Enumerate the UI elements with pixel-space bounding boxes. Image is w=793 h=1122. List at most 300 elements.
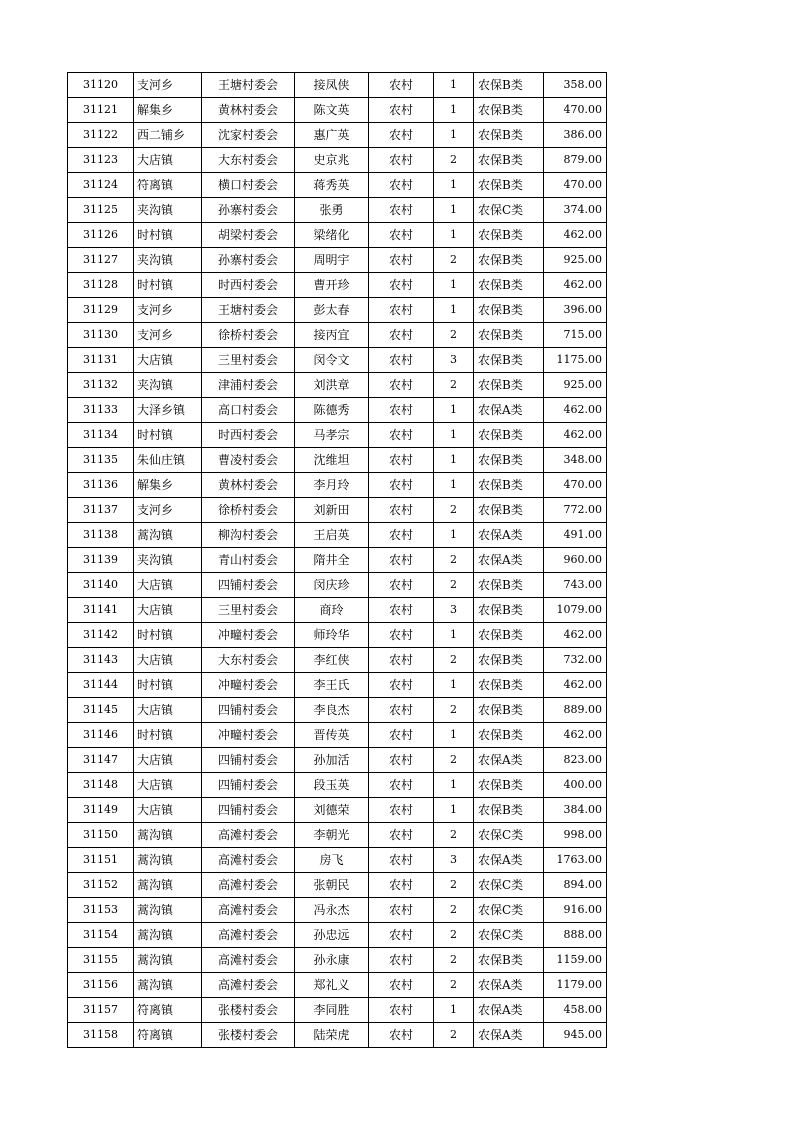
insurance-category-cell: 农保B类 bbox=[474, 223, 544, 248]
amount-cell: 462.00 bbox=[544, 423, 607, 448]
record-id-cell: 31122 bbox=[68, 123, 134, 148]
township-cell: 大店镇 bbox=[134, 573, 202, 598]
insurance-category-cell: 农保B类 bbox=[474, 723, 544, 748]
amount-cell: 470.00 bbox=[544, 98, 607, 123]
table-row bbox=[68, 498, 607, 523]
area-type-cell: 农村 bbox=[369, 598, 434, 623]
record-id-cell: 31151 bbox=[68, 848, 134, 873]
insurance-category-cell: 农保B类 bbox=[474, 148, 544, 173]
record-id-cell: 31123 bbox=[68, 148, 134, 173]
township-cell: 蒿沟镇 bbox=[134, 923, 202, 948]
township-cell: 支河乡 bbox=[134, 323, 202, 348]
record-id-cell: 31133 bbox=[68, 398, 134, 423]
insurance-category-cell: 农保B类 bbox=[474, 648, 544, 673]
township-cell: 大店镇 bbox=[134, 148, 202, 173]
person-name-cell: 周明宇 bbox=[295, 248, 369, 273]
household-size-cell: 2 bbox=[434, 573, 474, 598]
table-row bbox=[68, 298, 607, 323]
record-id-cell: 31137 bbox=[68, 498, 134, 523]
person-name-cell: 陈德秀 bbox=[295, 398, 369, 423]
insurance-category-cell: 农保B类 bbox=[474, 498, 544, 523]
area-type-cell: 农村 bbox=[369, 148, 434, 173]
person-name-cell: 李同胜 bbox=[295, 998, 369, 1023]
record-id-cell: 31121 bbox=[68, 98, 134, 123]
table-row bbox=[68, 598, 607, 623]
amount-cell: 384.00 bbox=[544, 798, 607, 823]
amount-cell: 879.00 bbox=[544, 148, 607, 173]
person-name-cell: 隋井全 bbox=[295, 548, 369, 573]
table-row bbox=[68, 423, 607, 448]
area-type-cell: 农村 bbox=[369, 773, 434, 798]
insurance-category-cell: 农保A类 bbox=[474, 973, 544, 998]
record-id-cell: 31135 bbox=[68, 448, 134, 473]
village-committee-cell: 冲疃村委会 bbox=[202, 723, 295, 748]
insurance-category-cell: 农保B类 bbox=[474, 473, 544, 498]
township-cell: 夹沟镇 bbox=[134, 373, 202, 398]
area-type-cell: 农村 bbox=[369, 223, 434, 248]
person-name-cell: 刘洪章 bbox=[295, 373, 369, 398]
insurance-category-cell: 农保A类 bbox=[474, 548, 544, 573]
record-id-cell: 31140 bbox=[68, 573, 134, 598]
person-name-cell: 曹开珍 bbox=[295, 273, 369, 298]
insurance-category-cell: 农保B类 bbox=[474, 573, 544, 598]
insurance-category-cell: 农保B类 bbox=[474, 323, 544, 348]
area-type-cell: 农村 bbox=[369, 448, 434, 473]
village-committee-cell: 高滩村委会 bbox=[202, 823, 295, 848]
township-cell: 大店镇 bbox=[134, 598, 202, 623]
amount-cell: 1079.00 bbox=[544, 598, 607, 623]
area-type-cell: 农村 bbox=[369, 673, 434, 698]
record-id-cell: 31158 bbox=[68, 1023, 134, 1048]
insurance-category-cell: 农保B类 bbox=[474, 798, 544, 823]
person-name-cell: 师玲华 bbox=[295, 623, 369, 648]
person-name-cell: 马孝宗 bbox=[295, 423, 369, 448]
record-id-cell: 31125 bbox=[68, 198, 134, 223]
table-row bbox=[68, 898, 607, 923]
amount-cell: 458.00 bbox=[544, 998, 607, 1023]
person-name-cell: 李王氏 bbox=[295, 673, 369, 698]
area-type-cell: 农村 bbox=[369, 323, 434, 348]
village-committee-cell: 曹凌村委会 bbox=[202, 448, 295, 473]
household-size-cell: 2 bbox=[434, 548, 474, 573]
village-committee-cell: 孙寨村委会 bbox=[202, 248, 295, 273]
insurance-category-cell: 农保B类 bbox=[474, 123, 544, 148]
village-committee-cell: 大东村委会 bbox=[202, 648, 295, 673]
amount-cell: 925.00 bbox=[544, 248, 607, 273]
village-committee-cell: 四铺村委会 bbox=[202, 748, 295, 773]
area-type-cell: 农村 bbox=[369, 123, 434, 148]
township-cell: 夹沟镇 bbox=[134, 548, 202, 573]
township-cell: 蒿沟镇 bbox=[134, 898, 202, 923]
household-size-cell: 1 bbox=[434, 623, 474, 648]
amount-cell: 772.00 bbox=[544, 498, 607, 523]
area-type-cell: 农村 bbox=[369, 798, 434, 823]
amount-cell: 470.00 bbox=[544, 173, 607, 198]
village-committee-cell: 时西村委会 bbox=[202, 273, 295, 298]
table-row bbox=[68, 373, 607, 398]
area-type-cell: 农村 bbox=[369, 173, 434, 198]
table-row bbox=[68, 323, 607, 348]
township-cell: 大店镇 bbox=[134, 648, 202, 673]
village-committee-cell: 张楼村委会 bbox=[202, 998, 295, 1023]
record-id-cell: 31129 bbox=[68, 298, 134, 323]
township-cell: 符离镇 bbox=[134, 173, 202, 198]
table-row bbox=[68, 273, 607, 298]
person-name-cell: 陆荣虎 bbox=[295, 1023, 369, 1048]
record-id-cell: 31138 bbox=[68, 523, 134, 548]
household-size-cell: 2 bbox=[434, 1023, 474, 1048]
insurance-category-cell: 农保B类 bbox=[474, 598, 544, 623]
township-cell: 大店镇 bbox=[134, 773, 202, 798]
township-cell: 支河乡 bbox=[134, 298, 202, 323]
village-committee-cell: 王塘村委会 bbox=[202, 298, 295, 323]
table-row bbox=[68, 173, 607, 198]
area-type-cell: 农村 bbox=[369, 848, 434, 873]
area-type-cell: 农村 bbox=[369, 823, 434, 848]
record-id-cell: 31128 bbox=[68, 273, 134, 298]
township-cell: 时村镇 bbox=[134, 223, 202, 248]
area-type-cell: 农村 bbox=[369, 648, 434, 673]
village-committee-cell: 黄林村委会 bbox=[202, 473, 295, 498]
township-cell: 时村镇 bbox=[134, 273, 202, 298]
area-type-cell: 农村 bbox=[369, 298, 434, 323]
table-row bbox=[68, 573, 607, 598]
village-committee-cell: 沈家村委会 bbox=[202, 123, 295, 148]
township-cell: 符离镇 bbox=[134, 998, 202, 1023]
insurance-category-cell: 农保C类 bbox=[474, 198, 544, 223]
amount-cell: 715.00 bbox=[544, 323, 607, 348]
person-name-cell: 冯永杰 bbox=[295, 898, 369, 923]
record-id-cell: 31131 bbox=[68, 348, 134, 373]
person-name-cell: 段玉英 bbox=[295, 773, 369, 798]
township-cell: 支河乡 bbox=[134, 498, 202, 523]
person-name-cell: 李红侠 bbox=[295, 648, 369, 673]
township-cell: 蒿沟镇 bbox=[134, 523, 202, 548]
amount-cell: 462.00 bbox=[544, 623, 607, 648]
document-table-container bbox=[67, 72, 607, 1048]
amount-cell: 916.00 bbox=[544, 898, 607, 923]
table-row bbox=[68, 998, 607, 1023]
record-id-cell: 31143 bbox=[68, 648, 134, 673]
township-cell: 夹沟镇 bbox=[134, 198, 202, 223]
township-cell: 蒿沟镇 bbox=[134, 823, 202, 848]
amount-cell: 462.00 bbox=[544, 673, 607, 698]
insurance-category-cell: 农保B类 bbox=[474, 448, 544, 473]
village-committee-cell: 高滩村委会 bbox=[202, 948, 295, 973]
village-committee-cell: 四铺村委会 bbox=[202, 573, 295, 598]
record-id-cell: 31146 bbox=[68, 723, 134, 748]
township-cell: 时村镇 bbox=[134, 623, 202, 648]
table-row bbox=[68, 773, 607, 798]
household-size-cell: 2 bbox=[434, 898, 474, 923]
area-type-cell: 农村 bbox=[369, 998, 434, 1023]
person-name-cell: 李良杰 bbox=[295, 698, 369, 723]
village-committee-cell: 青山村委会 bbox=[202, 548, 295, 573]
township-cell: 夹沟镇 bbox=[134, 248, 202, 273]
amount-cell: 470.00 bbox=[544, 473, 607, 498]
household-size-cell: 2 bbox=[434, 948, 474, 973]
household-size-cell: 2 bbox=[434, 923, 474, 948]
table-row bbox=[68, 848, 607, 873]
amount-cell: 888.00 bbox=[544, 923, 607, 948]
table-row bbox=[68, 248, 607, 273]
insurance-category-cell: 农保C类 bbox=[474, 873, 544, 898]
table-row bbox=[68, 223, 607, 248]
household-size-cell: 2 bbox=[434, 498, 474, 523]
township-cell: 大店镇 bbox=[134, 348, 202, 373]
area-type-cell: 农村 bbox=[369, 948, 434, 973]
household-size-cell: 2 bbox=[434, 648, 474, 673]
village-committee-cell: 冲疃村委会 bbox=[202, 673, 295, 698]
table-row bbox=[68, 348, 607, 373]
person-name-cell: 李朝光 bbox=[295, 823, 369, 848]
insurance-category-cell: 农保B类 bbox=[474, 423, 544, 448]
person-name-cell: 房飞 bbox=[295, 848, 369, 873]
township-cell: 西二铺乡 bbox=[134, 123, 202, 148]
household-size-cell: 1 bbox=[434, 423, 474, 448]
household-size-cell: 1 bbox=[434, 798, 474, 823]
person-name-cell: 孙加活 bbox=[295, 748, 369, 773]
insurance-category-cell: 农保B类 bbox=[474, 698, 544, 723]
village-committee-cell: 高滩村委会 bbox=[202, 923, 295, 948]
amount-cell: 1175.00 bbox=[544, 348, 607, 373]
area-type-cell: 农村 bbox=[369, 73, 434, 98]
record-id-cell: 31150 bbox=[68, 823, 134, 848]
area-type-cell: 农村 bbox=[369, 898, 434, 923]
amount-cell: 743.00 bbox=[544, 573, 607, 598]
village-committee-cell: 四铺村委会 bbox=[202, 798, 295, 823]
table-row bbox=[68, 923, 607, 948]
table-row bbox=[68, 623, 607, 648]
township-cell: 解集乡 bbox=[134, 98, 202, 123]
insurance-category-cell: 农保A类 bbox=[474, 848, 544, 873]
insurance-category-cell: 农保A类 bbox=[474, 748, 544, 773]
village-committee-cell: 徐桥村委会 bbox=[202, 323, 295, 348]
village-committee-cell: 三里村委会 bbox=[202, 598, 295, 623]
person-name-cell: 孙忠远 bbox=[295, 923, 369, 948]
area-type-cell: 农村 bbox=[369, 473, 434, 498]
household-size-cell: 2 bbox=[434, 698, 474, 723]
village-committee-cell: 孙寨村委会 bbox=[202, 198, 295, 223]
table-row bbox=[68, 798, 607, 823]
amount-cell: 1763.00 bbox=[544, 848, 607, 873]
household-size-cell: 1 bbox=[434, 998, 474, 1023]
insurance-category-cell: 农保B类 bbox=[474, 948, 544, 973]
village-committee-cell: 津浦村委会 bbox=[202, 373, 295, 398]
area-type-cell: 农村 bbox=[369, 748, 434, 773]
area-type-cell: 农村 bbox=[369, 498, 434, 523]
person-name-cell: 孙永康 bbox=[295, 948, 369, 973]
village-committee-cell: 黄林村委会 bbox=[202, 98, 295, 123]
record-id-cell: 31141 bbox=[68, 598, 134, 623]
table-row bbox=[68, 523, 607, 548]
amount-cell: 960.00 bbox=[544, 548, 607, 573]
table-row bbox=[68, 873, 607, 898]
record-id-cell: 31127 bbox=[68, 248, 134, 273]
person-name-cell: 接丙宜 bbox=[295, 323, 369, 348]
township-cell: 大泽乡镇 bbox=[134, 398, 202, 423]
household-size-cell: 1 bbox=[434, 223, 474, 248]
record-id-cell: 31145 bbox=[68, 698, 134, 723]
insurance-category-cell: 农保B类 bbox=[474, 73, 544, 98]
amount-cell: 823.00 bbox=[544, 748, 607, 773]
township-cell: 时村镇 bbox=[134, 673, 202, 698]
record-id-cell: 31124 bbox=[68, 173, 134, 198]
amount-cell: 491.00 bbox=[544, 523, 607, 548]
table-row bbox=[68, 673, 607, 698]
insurance-category-cell: 农保A类 bbox=[474, 998, 544, 1023]
insurance-category-cell: 农保C类 bbox=[474, 823, 544, 848]
area-type-cell: 农村 bbox=[369, 198, 434, 223]
table-row bbox=[68, 1023, 607, 1048]
village-committee-cell: 三里村委会 bbox=[202, 348, 295, 373]
village-committee-cell: 高口村委会 bbox=[202, 398, 295, 423]
household-size-cell: 1 bbox=[434, 273, 474, 298]
person-name-cell: 史京兆 bbox=[295, 148, 369, 173]
person-name-cell: 梁绪化 bbox=[295, 223, 369, 248]
person-name-cell: 晋传英 bbox=[295, 723, 369, 748]
household-size-cell: 1 bbox=[434, 298, 474, 323]
village-committee-cell: 时西村委会 bbox=[202, 423, 295, 448]
area-type-cell: 农村 bbox=[369, 273, 434, 298]
township-cell: 蒿沟镇 bbox=[134, 873, 202, 898]
person-name-cell: 蒋秀英 bbox=[295, 173, 369, 198]
table-row bbox=[68, 548, 607, 573]
record-id-cell: 31153 bbox=[68, 898, 134, 923]
insurance-category-cell: 农保C类 bbox=[474, 898, 544, 923]
table-row bbox=[68, 198, 607, 223]
person-name-cell: 王启英 bbox=[295, 523, 369, 548]
amount-cell: 462.00 bbox=[544, 223, 607, 248]
table-row bbox=[68, 123, 607, 148]
record-id-cell: 31149 bbox=[68, 798, 134, 823]
person-name-cell: 闵令文 bbox=[295, 348, 369, 373]
village-committee-cell: 徐桥村委会 bbox=[202, 498, 295, 523]
household-size-cell: 3 bbox=[434, 348, 474, 373]
area-type-cell: 农村 bbox=[369, 548, 434, 573]
person-name-cell: 李月玲 bbox=[295, 473, 369, 498]
amount-cell: 889.00 bbox=[544, 698, 607, 723]
area-type-cell: 农村 bbox=[369, 923, 434, 948]
person-name-cell: 沈维坦 bbox=[295, 448, 369, 473]
amount-cell: 400.00 bbox=[544, 773, 607, 798]
household-size-cell: 2 bbox=[434, 323, 474, 348]
township-cell: 蒿沟镇 bbox=[134, 948, 202, 973]
area-type-cell: 农村 bbox=[369, 1023, 434, 1048]
person-name-cell: 接凤侠 bbox=[295, 73, 369, 98]
area-type-cell: 农村 bbox=[369, 873, 434, 898]
insurance-category-cell: 农保C类 bbox=[474, 923, 544, 948]
township-cell: 蒿沟镇 bbox=[134, 973, 202, 998]
insurance-category-cell: 农保B类 bbox=[474, 673, 544, 698]
table-row bbox=[68, 73, 607, 98]
area-type-cell: 农村 bbox=[369, 573, 434, 598]
record-id-cell: 31139 bbox=[68, 548, 134, 573]
township-cell: 大店镇 bbox=[134, 748, 202, 773]
village-committee-cell: 高滩村委会 bbox=[202, 973, 295, 998]
area-type-cell: 农村 bbox=[369, 373, 434, 398]
area-type-cell: 农村 bbox=[369, 623, 434, 648]
insurance-category-cell: 农保A类 bbox=[474, 523, 544, 548]
table-row bbox=[68, 398, 607, 423]
insurance-category-cell: 农保B类 bbox=[474, 298, 544, 323]
household-size-cell: 2 bbox=[434, 748, 474, 773]
person-name-cell: 商玲 bbox=[295, 598, 369, 623]
table-row bbox=[68, 148, 607, 173]
amount-cell: 462.00 bbox=[544, 273, 607, 298]
household-size-cell: 1 bbox=[434, 123, 474, 148]
record-id-cell: 31155 bbox=[68, 948, 134, 973]
household-size-cell: 1 bbox=[434, 673, 474, 698]
village-committee-cell: 高滩村委会 bbox=[202, 848, 295, 873]
household-size-cell: 3 bbox=[434, 848, 474, 873]
record-id-cell: 31148 bbox=[68, 773, 134, 798]
township-cell: 大店镇 bbox=[134, 698, 202, 723]
table-row bbox=[68, 648, 607, 673]
amount-cell: 462.00 bbox=[544, 398, 607, 423]
area-type-cell: 农村 bbox=[369, 398, 434, 423]
household-size-cell: 2 bbox=[434, 248, 474, 273]
table-row bbox=[68, 473, 607, 498]
record-id-cell: 31144 bbox=[68, 673, 134, 698]
table-row bbox=[68, 98, 607, 123]
record-id-cell: 31130 bbox=[68, 323, 134, 348]
insurance-category-cell: 农保B类 bbox=[474, 173, 544, 198]
village-committee-cell: 张楼村委会 bbox=[202, 1023, 295, 1048]
table-row bbox=[68, 823, 607, 848]
amount-cell: 945.00 bbox=[544, 1023, 607, 1048]
insurance-category-cell: 农保B类 bbox=[474, 98, 544, 123]
person-name-cell: 惠广英 bbox=[295, 123, 369, 148]
table-row bbox=[68, 973, 607, 998]
insurance-category-cell: 农保B类 bbox=[474, 773, 544, 798]
amount-cell: 396.00 bbox=[544, 298, 607, 323]
village-committee-cell: 柳沟村委会 bbox=[202, 523, 295, 548]
person-name-cell: 张勇 bbox=[295, 198, 369, 223]
township-cell: 时村镇 bbox=[134, 423, 202, 448]
table-row bbox=[68, 698, 607, 723]
township-cell: 符离镇 bbox=[134, 1023, 202, 1048]
village-committee-cell: 高滩村委会 bbox=[202, 873, 295, 898]
table-row bbox=[68, 748, 607, 773]
township-cell: 支河乡 bbox=[134, 73, 202, 98]
insurance-category-cell: 农保B类 bbox=[474, 348, 544, 373]
amount-cell: 925.00 bbox=[544, 373, 607, 398]
household-size-cell: 1 bbox=[434, 198, 474, 223]
village-committee-cell: 横口村委会 bbox=[202, 173, 295, 198]
area-type-cell: 农村 bbox=[369, 248, 434, 273]
area-type-cell: 农村 bbox=[369, 423, 434, 448]
township-cell: 朱仙庄镇 bbox=[134, 448, 202, 473]
amount-cell: 374.00 bbox=[544, 198, 607, 223]
household-size-cell: 1 bbox=[434, 523, 474, 548]
household-size-cell: 2 bbox=[434, 873, 474, 898]
amount-cell: 386.00 bbox=[544, 123, 607, 148]
household-size-cell: 2 bbox=[434, 148, 474, 173]
insurance-category-cell: 农保B类 bbox=[474, 248, 544, 273]
township-cell: 时村镇 bbox=[134, 723, 202, 748]
village-committee-cell: 四铺村委会 bbox=[202, 698, 295, 723]
area-type-cell: 农村 bbox=[369, 723, 434, 748]
village-committee-cell: 冲疃村委会 bbox=[202, 623, 295, 648]
record-id-cell: 31152 bbox=[68, 873, 134, 898]
table-body bbox=[68, 73, 607, 1048]
area-type-cell: 农村 bbox=[369, 98, 434, 123]
person-name-cell: 彭太春 bbox=[295, 298, 369, 323]
amount-cell: 1159.00 bbox=[544, 948, 607, 973]
village-committee-cell: 胡梁村委会 bbox=[202, 223, 295, 248]
insurance-category-cell: 农保A类 bbox=[474, 1023, 544, 1048]
